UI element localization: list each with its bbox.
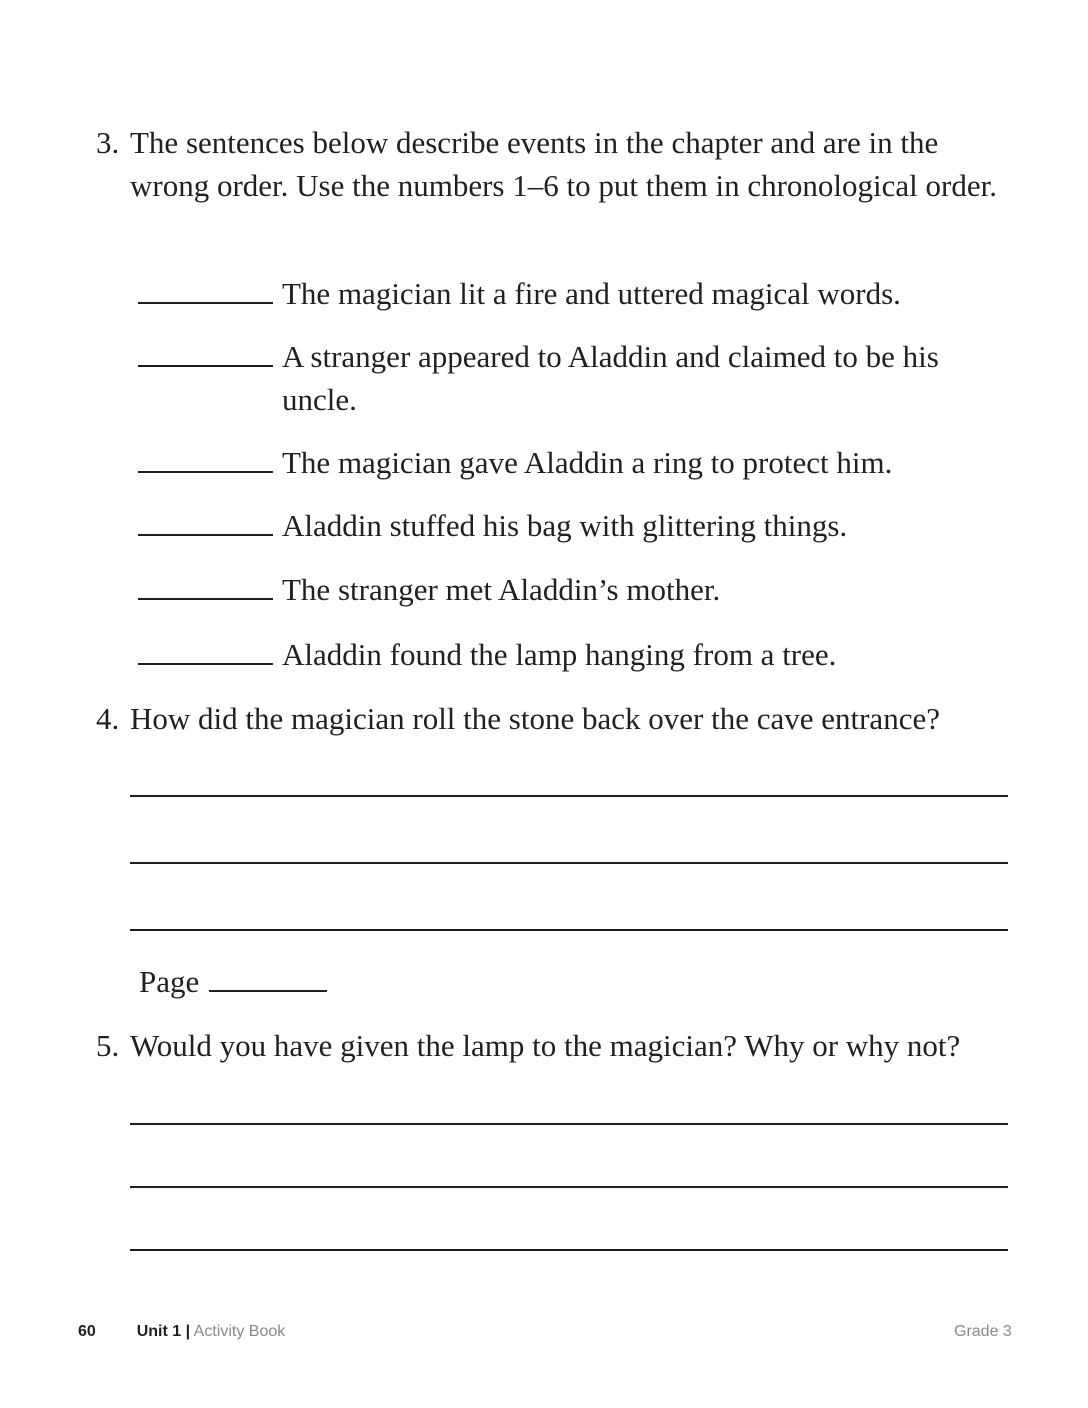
unit-label: Unit 1 — [136, 1323, 182, 1340]
footer-separator: | — [185, 1323, 191, 1340]
sequence-item-2 — [138, 335, 939, 417]
answer-line[interactable] — [130, 1186, 1008, 1188]
sequence-item-text: The stranger met Aladdin’s mother. — [282, 572, 721, 607]
answer-blank[interactable] — [138, 637, 273, 665]
sequence-item-text: The magician gave Aladdin a ring to protect him. — [282, 445, 893, 480]
page-reference — [139, 960, 327, 1003]
question-5-number: 5. — [96, 1028, 120, 1063]
sequence-item-1 — [138, 272, 901, 315]
sequence-item-4 — [138, 504, 848, 547]
answer-line[interactable] — [130, 1249, 1008, 1251]
footer-left — [78, 1323, 285, 1341]
answer-line[interactable] — [130, 1123, 1008, 1125]
sequence-item-5 — [138, 568, 721, 611]
sequence-item-text: Aladdin found the lamp hanging from a tree. — [282, 637, 837, 672]
sequence-item-6 — [138, 633, 837, 676]
book-title: Activity Book — [193, 1323, 286, 1340]
sequence-item-3 — [138, 441, 893, 484]
answer-blank[interactable] — [138, 508, 273, 536]
answer-line[interactable] — [130, 929, 1008, 931]
page-reference-blank[interactable] — [209, 964, 327, 992]
sequence-item-text: The magician lit a fire and uttered magical words. — [282, 276, 901, 311]
question-4-prompt: How did the magician roll the stone back over the cave entrance? — [130, 701, 940, 736]
answer-blank[interactable] — [138, 445, 273, 473]
answer-line[interactable] — [130, 862, 1008, 864]
question-5-prompt: Would you have given the lamp to the magician? Why or why not? — [130, 1028, 961, 1063]
page-reference-label: Page — [139, 964, 200, 999]
question-3-number: 3. — [96, 125, 120, 160]
answer-blank[interactable] — [138, 276, 273, 304]
question-4-number: 4. — [96, 701, 120, 736]
answer-blank[interactable] — [138, 572, 273, 600]
answer-blank[interactable] — [138, 339, 273, 367]
page-number: 60 — [78, 1323, 96, 1340]
sequence-item-text: A stranger appeared to Aladdin and claimed to be his uncle. — [282, 339, 939, 417]
question-3-prompt: The sentences below describe events in the chapter and are in the wrong order. Use the numbers 1–6 to put them in chronological order. — [130, 125, 997, 203]
answer-line[interactable] — [130, 795, 1008, 797]
grade-label: Grade 3 — [954, 1323, 1012, 1340]
sequence-item-text: Aladdin stuffed his bag with glittering things. — [282, 508, 848, 543]
